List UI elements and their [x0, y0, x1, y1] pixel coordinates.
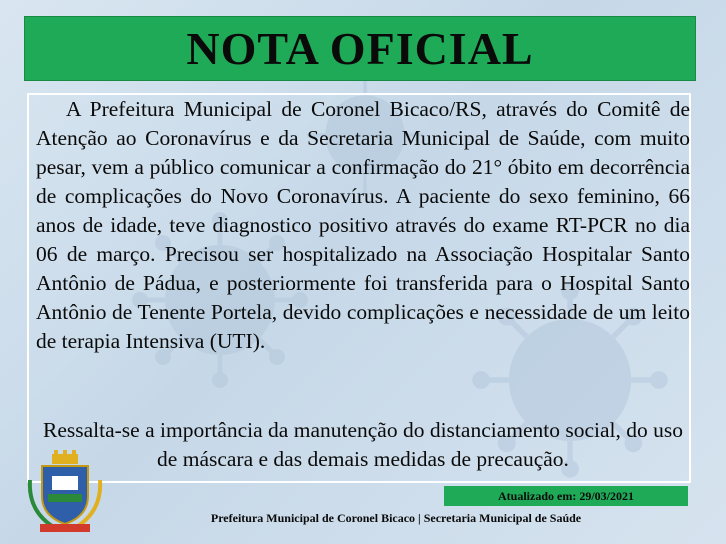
- title-bar: [24, 16, 696, 81]
- recommendation-paragraph: Ressalta-se a importância da manutenção do distanciamento social, do uso de máscara e das demais medidas de precaução.: [42, 418, 684, 471]
- municipal-crest-icon: [22, 450, 108, 536]
- announcement-paragraph: A Prefeitura Municipal de Coronel Bicaco/RS, através do Comitê de Atenção ao Coronavírus e da Secretaria Municipal de Saúde, com muito pesar, vem a público comunicar a confirmação do 21° óbito em decorrência de complicações do Novo Coronavírus. A paciente do sexo feminino, 66 anos de idade, teve diagnostico positivo através do exame RT-PCR no dia 06 de março. Precisou ser hospitalizado na Associação Hospitalar Santo Antônio de Pádua, e posteriormente foi transferida para o Hospital Santo Antônio de Tenente Portela, devido complicações e necessidade de um leito de terapia Intensiva (UTI).: [36, 97, 690, 353]
- footer-text: Prefeitura Municipal de Coronel Bicaco | Secretaria Municipal de Saúde: [210, 511, 582, 525]
- page-title: NOTA OFICIAL: [186, 23, 534, 74]
- updated-date-badge: Atualizado em: 29/03/2021: [444, 486, 688, 506]
